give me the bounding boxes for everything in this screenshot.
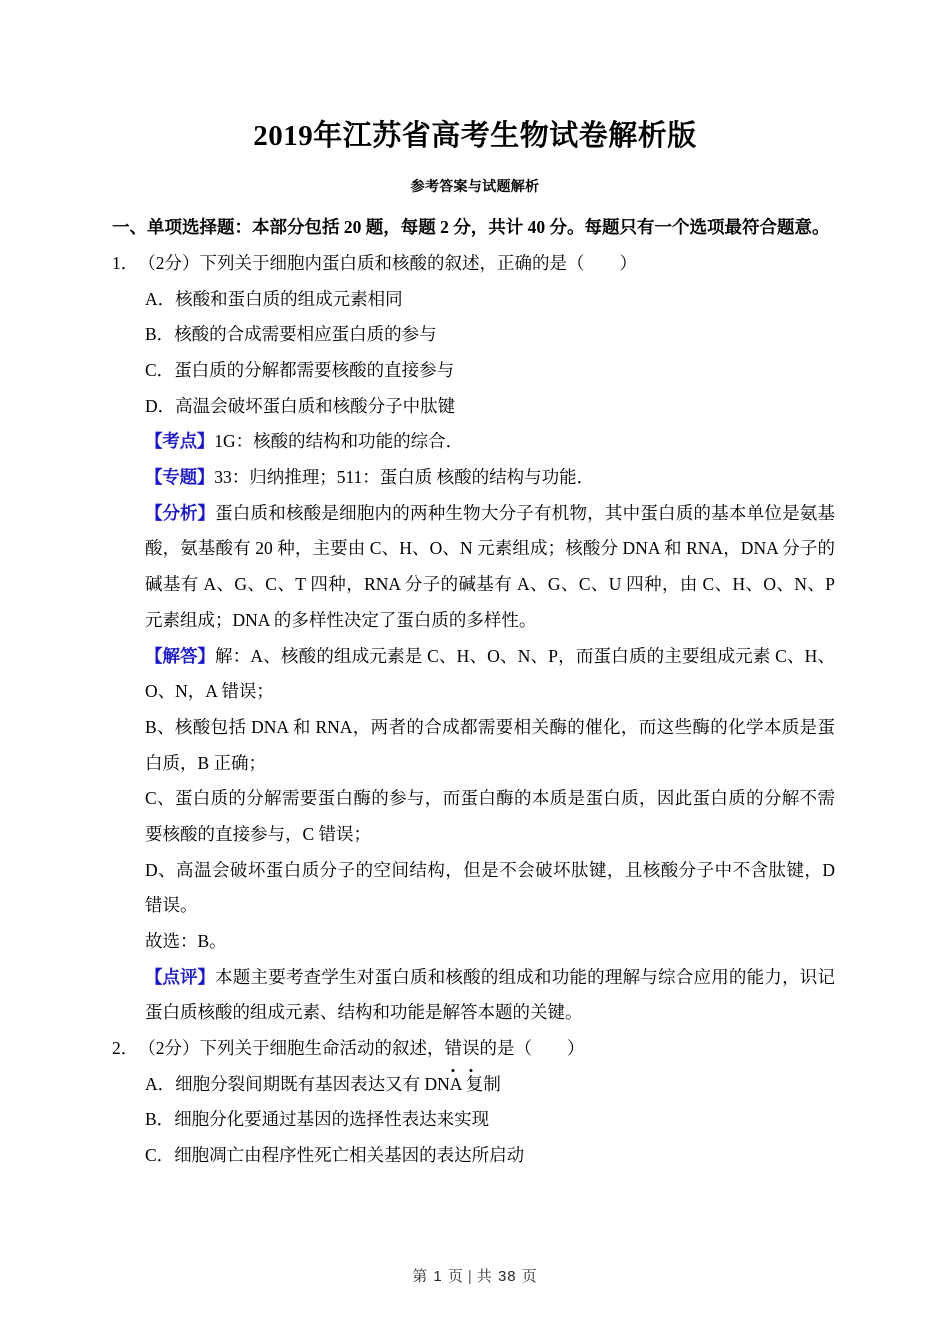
question-option[interactable] <box>112 1138 835 1174</box>
question-option[interactable] <box>112 1067 835 1103</box>
option-text: 细胞分化要通过基因的选择性表达来实现 <box>174 1109 490 1130</box>
analysis-text: 33：归纳推理；511：蛋白质 核酸的结构与功能． <box>214 467 595 488</box>
page-footer <box>0 1265 950 1286</box>
analysis-text: C、蛋白质的分解需要蛋白酶的参与，而蛋白酶的本质是蛋白质，因此蛋白质的分解不需要核酸的直接参与，C 错误； <box>145 788 835 844</box>
document-body <box>0 196 950 1174</box>
analysis-text: 1G：核酸的结构和功能的综合． <box>214 431 464 452</box>
analysis-paragraph <box>112 460 835 496</box>
question-answer-blank: ） <box>584 252 637 273</box>
analysis-paragraph <box>112 639 835 710</box>
analysis-paragraph <box>112 853 835 924</box>
option-letter: C． <box>145 360 175 380</box>
question-stem <box>112 246 835 282</box>
footer-separator: | <box>467 1268 473 1285</box>
emphasis-dots-text: 错误 <box>445 1031 480 1067</box>
question-number: 1． <box>112 252 139 273</box>
question-text: 下列关于细胞内蛋白质和核酸的叙述，正确的是（ <box>199 252 585 273</box>
analysis-text: B、核酸包括 DNA 和 RNA，两者的合成都需要相关酶的催化，而这些酶的化学本质是蛋白质，B 正确； <box>145 716 835 773</box>
question-score: （2分） <box>138 1038 200 1059</box>
analysis-paragraph <box>112 960 835 1031</box>
page-title: 2019年江苏省高考生物试卷解析版 <box>253 120 697 152</box>
question-stem <box>112 1031 835 1067</box>
option-letter: A． <box>145 1073 176 1094</box>
option-text: 核酸的合成需要相应蛋白质的参与 <box>174 324 437 345</box>
footer-total-pages: 共 38 页 <box>476 1268 538 1285</box>
option-letter: D． <box>145 395 176 416</box>
analysis-paragraph <box>112 424 835 460</box>
document-subtitle: 参考答案与试题解析 <box>410 180 540 196</box>
option-letter: C． <box>145 1145 175 1166</box>
question-text: 下列关于细胞生命活动的叙述， <box>199 1038 445 1059</box>
analysis-paragraph <box>112 496 835 639</box>
question-option[interactable] <box>112 1102 835 1138</box>
analysis-text: D、高温会破坏蛋白质分子的空间结构，但是不会破坏肽键，且核酸分子中不含肽键，D 错误。 <box>145 859 835 916</box>
question-option[interactable] <box>112 282 835 318</box>
option-text: 蛋白质的分解都需要核酸的直接参与 <box>174 360 455 380</box>
option-text: 细胞凋亡由程序性死亡相关基因的表达所启动 <box>174 1145 525 1166</box>
analysis-paragraph <box>112 710 835 781</box>
question-option[interactable] <box>112 353 835 389</box>
option-text: 核酸和蛋白质的组成元素相同 <box>175 288 403 309</box>
section-heading: 一、单项选择题：本部分包括 20 题，每题 2 分，共计 40 分。每题只有一个选项最符合题意。 <box>112 217 830 238</box>
question-number: 2． <box>112 1038 139 1059</box>
footer-current-page: 第 1 页 <box>412 1268 464 1285</box>
analysis-text: 蛋白质和核酸是细胞内的两种生物大分子有机物，其中蛋白质的基本单位是氨基酸，氨基酸有 20 种，主要由 C、H、O、N 元素组成；核酸分 DNA 和 RNA，DNA 分子的碱基有 A、G、C、T 四种，RNA 分子的碱基有 A、G、C、U 四种，由 C、H、O、N、P 元素组成；DNA 的多样性决定了蛋白质的多样性。 <box>145 502 835 630</box>
option-letter: A． <box>145 288 176 309</box>
analysis-tag: 【解答】 <box>145 645 215 666</box>
analysis-text: 本题主要考查学生对蛋白质和核酸的组成和功能的理解与综合应用的能力，识记蛋白质核酸的组成元素、结构和功能是解答本题的关键。 <box>145 966 835 1023</box>
analysis-tag: 【专题】 <box>145 467 215 488</box>
question-option[interactable] <box>112 317 835 353</box>
question-answer-blank: 的是（ ） <box>479 1038 585 1059</box>
question-list <box>112 246 835 1174</box>
analysis-tag: 【考点】 <box>145 431 215 452</box>
option-text: 细胞分裂间期既有基因表达又有 DNA 复制 <box>175 1073 501 1094</box>
analysis-text: 解：A、核酸的组成元素是 C、H、O、N、P，而蛋白质的主要组成元素 C、H、O、N，A 错误； <box>145 645 836 702</box>
question-option[interactable] <box>112 389 835 425</box>
analysis-paragraph <box>112 781 835 852</box>
question-score: （2分） <box>138 252 200 273</box>
option-letter: B． <box>145 324 175 345</box>
analysis-text: 故选：B。 <box>145 931 227 951</box>
analysis-tag: 【点评】 <box>145 966 216 987</box>
option-text: 高温会破坏蛋白质和核酸分子中肽键 <box>175 395 456 416</box>
analysis-tag: 【分析】 <box>145 502 216 523</box>
analysis-paragraph <box>112 924 835 960</box>
option-letter: B． <box>145 1109 175 1130</box>
